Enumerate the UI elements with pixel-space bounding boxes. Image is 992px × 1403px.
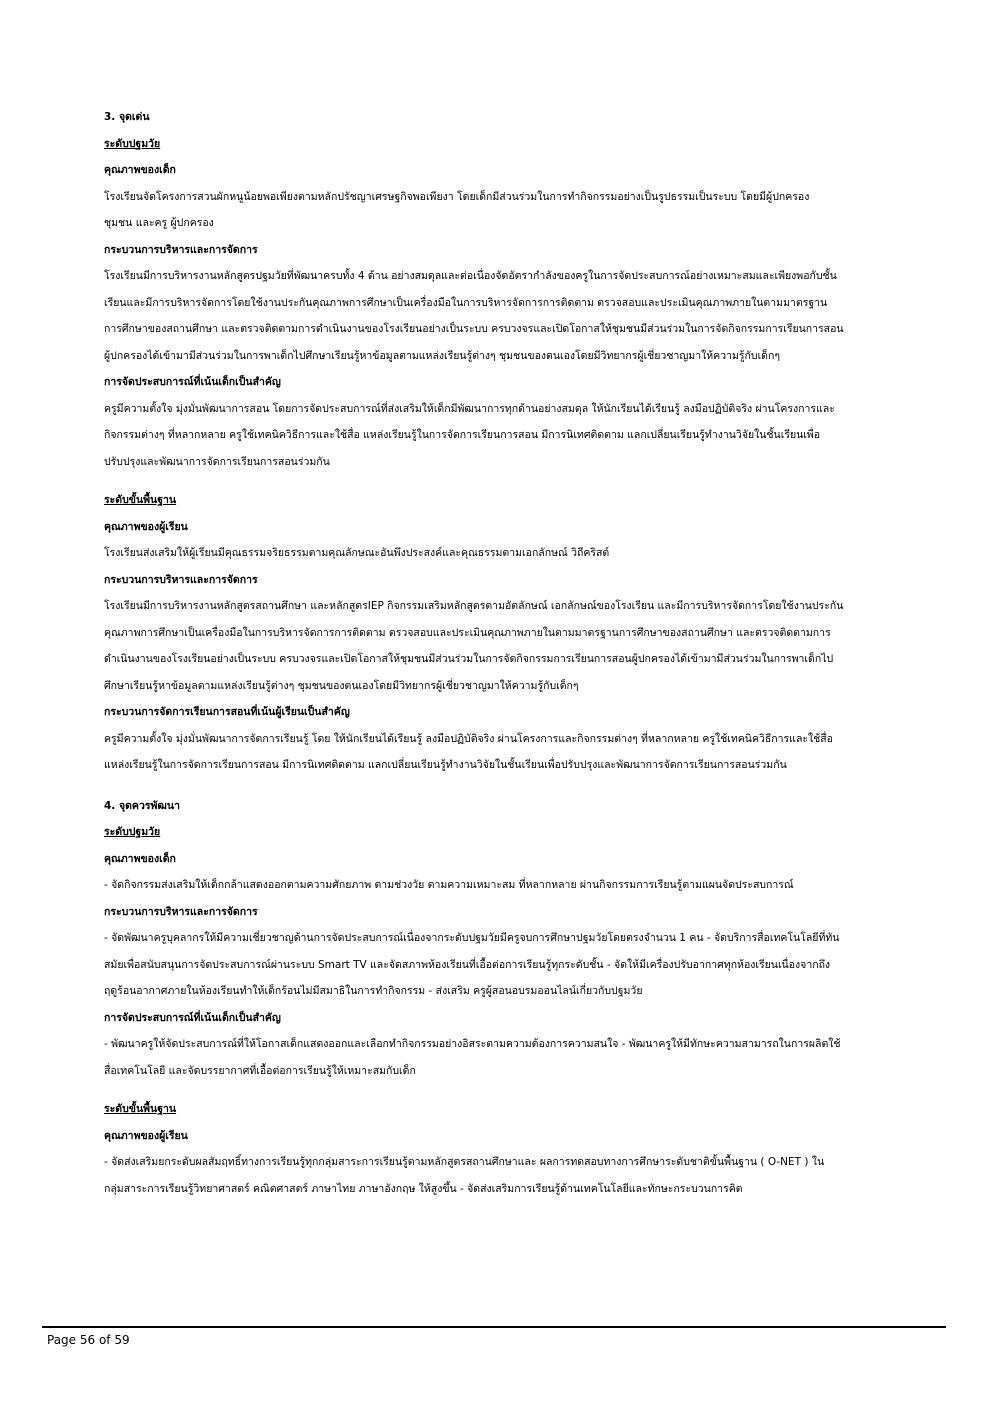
paragraph-line: - จัดกิจกรรมส่งเสริมให้เด็กกล้าแสดงออกตามความศักยภาพ ตามช่วงวัย ตามความเหมาะสม ที่หลากหลาย ผ่านกิจกรรมการเรียนรู้ตามแผนจัดประสบการณ์: [104, 879, 794, 891]
paragraph-line: สื่อเทคโนโลยี และจัดบรรยากาศที่เอื้อต่อการเรียนรู้ให้เหมาะสมกับเด็ก: [104, 1064, 416, 1077]
section-4-basic-quality-heading: คุณภาพของผู้เรียน: [104, 1129, 188, 1142]
paragraph-line: การศึกษาของสถานศึกษา และตรวจติดตามการดำเนินงานของโรงเรียนอย่างเป็นระบบ ครบวงจรและเปิดโอกาสให้ชุมชนมีส่วนร่วมในการจัดกิจกรรมการเรียนการสอน: [104, 323, 844, 335]
section-3-early-management-heading: กระบวนการบริหารและการจัดการ: [104, 243, 258, 256]
page-number: Page 56 of 59: [47, 1333, 130, 1347]
paragraph-line: ครูมีความตั้งใจ มุ่งมั่นพัฒนาการจัดการเรียนรู้ โดย ให้นักเรียนได้เรียนรู้ ลงมือปฏิบัติจริง ผ่านโครงการและกิจกรรมต่างๆ ที่หลากหลาย ครูใช้เทคนิควิธีการและใช้สื่อ: [104, 732, 833, 745]
section-4-early-quality-heading: คุณภาพของเด็ก: [104, 852, 176, 865]
paragraph-line: ครูมีความตั้งใจ มุ่งมั่นพัฒนาการสอน โดยการจัดประสบการณ์ที่ส่งเสริมให้เด็กมีพัฒนาการทุกด้านอย่างสมดุล ให้นักเรียนได้เรียนรู้ ลงมือปฏิบัติจริง ผ่านโครงการและ: [104, 402, 835, 415]
paragraph-line: - พัฒนาครูให้จัดประสบการณ์ที่ให้โอกาสเด็กแสดงออกและเลือกทำกิจกรรมอย่างอิสระตามความต้องการความสนใจ - พัฒนาครูให้มีทักษะความสามารถในการผลิตใช้: [104, 1038, 841, 1050]
paragraph-line: ดำเนินงานของโรงเรียนอย่างเป็นระบบ ครบวงจรและเปิดโอกาสให้ชุมชนมีส่วนร่วมในการจัดกิจกรรมการเรียนการสอนผู้ปกครองได้เข้ามามีส่วนร่วมในการพาเด็กไป: [104, 653, 834, 665]
paragraph-line: ฤดูร้อนอากาศภายในห้องเรียนทำให้เด็กร้อนไม่มีสมาธิในการทำกิจกรรม - ส่งเสริม ครูผู้สอนอบรมออนไลน์เกี่ยวกับปฐมวัย: [104, 985, 643, 997]
footer-divider: [42, 1326, 946, 1328]
section-3-early-quality-heading: คุณภาพของเด็ก: [104, 164, 176, 176]
paragraph-line: คุณภาพการศึกษาเป็นเครื่องมือในการบริหารจัดการการติดตาม ตรวจสอบและประเมินคุณภาพภายในตามมาตรฐานการศึกษาของสถานศึกษา และตรวจติดตามการ: [104, 626, 831, 639]
paragraph-line: ผู้ปกครองได้เข้ามามีส่วนร่วมในการพาเด็กไปศึกษาเรียนรู้หาข้อมูลตามแหล่งเรียนรู้ต่างๆ ชุมชนของตนเองโดยมีวิทยากรผู้เชี่ยวชาญมาให้ความรู้กับเด็กๆ: [104, 349, 780, 362]
paragraph-line: สมัยเพื่อสนับสนุนการจัดประสบการณ์ผ่านระบบ Smart TV และจัดสภาพห้องเรียนที่เอื้อต่อการเรียนรู้ทุกระดับชั้น - จัดให้มีเครื่องปรับอากาศทุกห้องเรียนเนื่องจากถึง: [104, 958, 831, 971]
paragraph-line: กลุ่มสาระการเรียนรู้วิทยาศาสตร์ คณิตศาสตร์ ภาษาไทย ภาษาอังกฤษ ให้สูงขึ้น - จัดส่งเสริมการเรียนรู้ด้านเทคโนโลยีและทักษะกระบวนการคิด: [104, 1182, 743, 1195]
section-3-early-level-heading: ระดับปฐมวัย: [104, 137, 161, 150]
section-3-heading: 3. จุดเด่น: [104, 111, 150, 123]
paragraph-line: - จัดพัฒนาครูบุคลากรให้มีความเชี่ยวชาญด้านการจัดประสบการณ์เนื่องจากระดับปฐมวัยมีครูจบการศึกษาปฐมวัยโดยตรงจำนวน 1 คน - จัดบริการสื่อเทคโนโลยีที่ทัน: [104, 932, 840, 944]
section-3-basic-management-paragraph: [104, 593, 892, 699]
section-4-basic-level-heading: ระดับขั้นพื้นฐาน: [104, 1103, 177, 1115]
section-3-early-experience-heading: การจัดประสบการณ์ที่เน้นเด็กเป็นสำคัญ: [104, 376, 281, 388]
page-content: [104, 104, 892, 1202]
section-3-basic-teaching-paragraph: [104, 726, 892, 779]
section-4-basic-quality-paragraph: [104, 1149, 892, 1202]
paragraph-line: โรงเรียนมีการบริหารงานหลักสูตรสถานศึกษา และหลักสูตรIEP กิจกรรมเสริมหลักสูตรตามอัตลักษณ์ เอกลักษณ์ของโรงเรียน และมีการบริหารจัดการโดยใช้งานประกัน: [104, 600, 844, 612]
paragraph-line: โรงเรียนมีการบริหารงานหลักสูตรปฐมวัยที่พัฒนาครบทั้ง 4 ด้าน อย่างสมดุลและต่อเนื่องจัดอัตรากำลังของครูในการจัดประสบการณ์อย่างเหมาะสมและเพียงพอกับชั้น: [104, 270, 837, 282]
section-4-heading: 4. จุดควรพัฒนา: [104, 799, 180, 812]
section-4-early-experience-paragraph: [104, 1031, 892, 1084]
section-4-early-experience-heading: การจัดประสบการณ์ที่เน้นเด็กเป็นสำคัญ: [104, 1011, 281, 1024]
section-3-basic-management-heading: กระบวนการบริหารและการจัดการ: [104, 573, 258, 586]
section-4-early-level-heading: ระดับปฐมวัย: [104, 826, 161, 838]
section-4-early-management-paragraph: [104, 925, 892, 1005]
section-3-basic-quality-heading: คุณภาพของผู้เรียน: [104, 520, 188, 533]
section-3-basic-teaching-heading: กระบวนการจัดการเรียนการสอนที่เน้นผู้เรียนเป็นสำคัญ: [104, 706, 350, 718]
section-4-early-quality-paragraph: [104, 872, 892, 899]
paragraph-line: กิจกรรมต่างๆ ที่หลากหลาย ครูใช้เทคนิควิธีการและใช้สื่อ แหล่งเรียนรู้ในการจัดการเรียนการสอน มีการนิเทศติดตาม แลกเปลี่ยนเรียนรู้ทำงานวิจัยในชั้นเรียนเพื่อ: [104, 429, 821, 441]
section-3-basic-quality-paragraph: [104, 540, 892, 567]
paragraph-line: แหล่งเรียนรู้ในการจัดการเรียนการสอน มีการนิเทศติดตาม แลกเปลี่ยนเรียนรู้ทำงานวิจัยในชั้นเรียนเพื่อปรับปรุงและพัฒนาการจัดการเรียนการสอนร่วมกัน: [104, 759, 787, 771]
paragraph-line: ศึกษาเรียนรู้หาข้อมูลตามแหล่งเรียนรู้ต่างๆ ชุมชนของตนเองโดยมีวิทยากรผู้เชี่ยวชาญมาให้ความรู้กับเด็กๆ: [104, 679, 579, 692]
paragraph-line: โรงเรียนจัดโครงการสวนผักหนูน้อยพอเพียงตามหลักปรัชญาเศรษฐกิจพอเพียงา โดยเด็กมีส่วนร่วมในการทำกิจกรรมอย่างเป็นรูปธรรมเป็นระบบ โดยมีผู้ปกครอง: [104, 190, 810, 203]
section-3-basic-level-heading: ระดับขั้นพื้นฐาน: [104, 494, 177, 506]
section-4-early-management-heading: กระบวนการบริหารและการจัดการ: [104, 905, 258, 918]
paragraph-line: ชุมชน และครู ผู้ปกครอง: [104, 217, 214, 229]
section-3-early-experience-paragraph: [104, 396, 892, 476]
section-3-early-quality-paragraph: [104, 184, 892, 237]
paragraph-line: เรียนและมีการบริหารจัดการโดยใช้งานประกันคุณภาพการศึกษาเป็นเครื่องมือในการบริหารจัดการการติดตาม ตรวจสอบและประเมินคุณภาพภายในตามมาตรฐาน: [104, 296, 828, 309]
section-3-early-management-paragraph: [104, 263, 892, 369]
paragraph-line: - จัดส่งเสริมยกระดับผลสัมฤทธิ์ทางการเรียนรู้ทุกกลุ่มสาระการเรียนรู้ตามหลักสูตรสถานศึกษาและ ผลการทดสอบทางการศึกษาระดับชาติขั้นพื้นฐาน ( O-NET ) ใน: [104, 1156, 825, 1168]
paragraph-line: โรงเรียนส่งเสริมให้ผู้เรียนมีคุณธรรมจริยธรรมตามคุณลักษณะอันพึงประสงค์และคุณธรรมตามเอกลักษณ์ วิถีคริสต์: [104, 547, 610, 559]
paragraph-line: ปรับปรุงและพัฒนาการจัดการเรียนการสอนร่วมกัน: [104, 455, 330, 468]
